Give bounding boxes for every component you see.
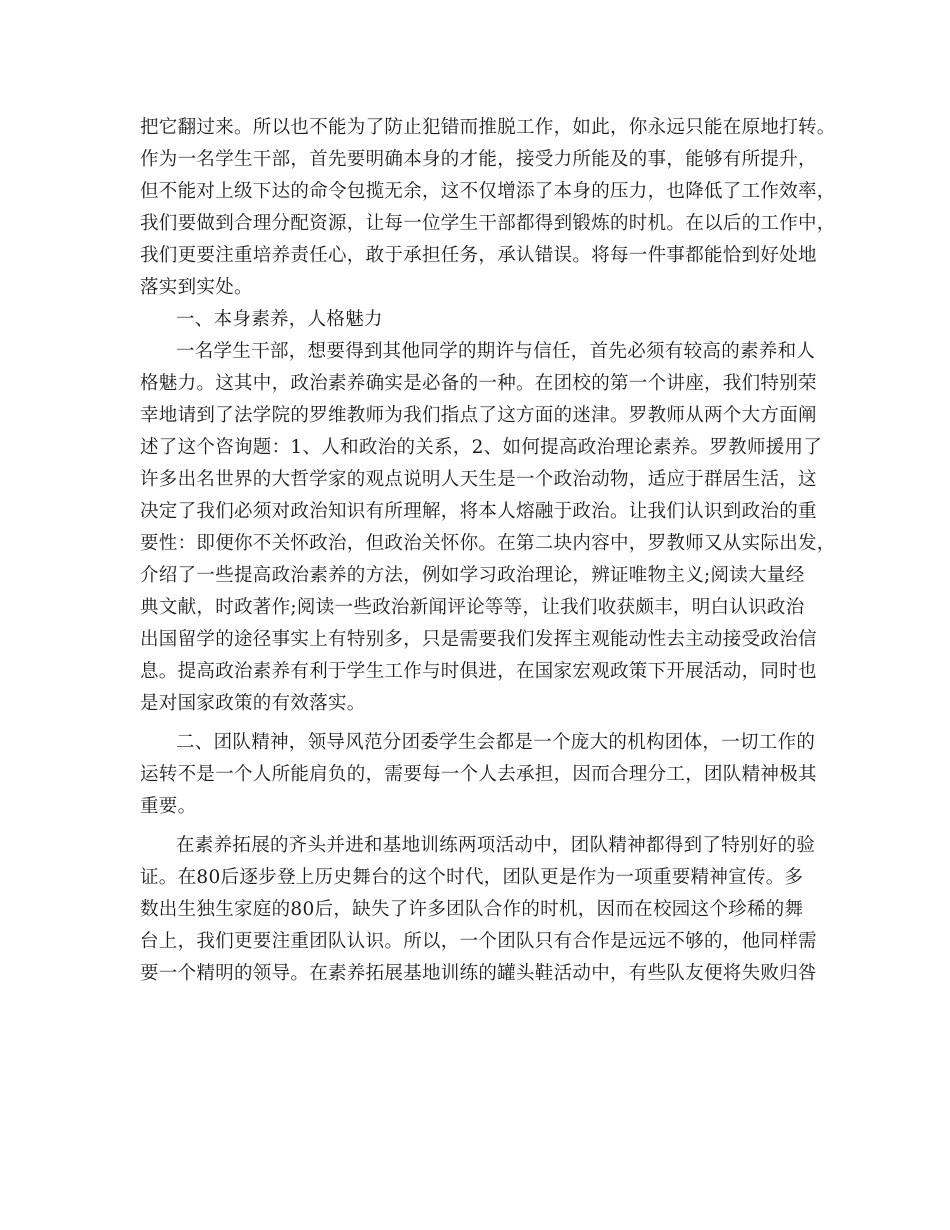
text-line: 许多出名世界的大哲学家的观点说明人天生是一个政治动物，适应于群居生活，这 <box>140 469 817 490</box>
text-line: 一名学生干部，想要得到其他同学的期许与信任，首先必须有较高的素养和人 <box>176 341 816 362</box>
text-line: 我们更要注重培养责任心，敢于承担任务，承认错误。将每一件事都能恰到好处地 <box>140 245 817 266</box>
document-body <box>140 112 836 990</box>
text-line: 介绍了一些提高政治素养的方法，例如学习政治理论，辨证唯物主义;阅读大量经 <box>140 565 805 586</box>
text-line: 把它翻过来。所以也不能为了防止犯错而推脱工作，如此，你永远只能在原地打转。 <box>140 117 836 138</box>
text-line: 决定了我们必须对政治知识有所理解，将本人熔融于政治。让我们认识到政治的重 <box>140 501 817 522</box>
text-line: 台上，我们更要注重团队认识。所以，一个团队只有合作是远远不够的，他同样需 <box>140 931 817 952</box>
text-line: 数出生独生家庭的80后，缺失了许多团队合作的时机，因而在校园这个珍稀的舞 <box>140 899 804 920</box>
paragraph-gap <box>140 823 820 830</box>
text-line: 证。在80后逐步登上历史舞台的这个时代，团队更是作为一项重要精神宣传。多 <box>140 867 804 888</box>
text-line: 典文献，时政著作;阅读一些政治新闻评论等等，让我们收获颇丰，明白认识政治 <box>140 597 805 618</box>
paragraph-gap <box>140 720 820 727</box>
text-line: 重要。 <box>140 796 197 817</box>
text-line: 一、本身素养，人格魅力 <box>176 309 383 330</box>
text-line: 二、团队精神，领导风范分团委学生会都是一个庞大的机构团体，一切工作的 <box>176 732 816 753</box>
text-line: 要性：即便你不关怀政治，但政治关怀你。在第二块内容中，罗教师又从实际出发， <box>140 533 836 554</box>
text-line: 但不能对上级下达的命令包揽无余，这不仅增添了本身的压力，也降低了工作效率， <box>140 181 836 202</box>
text-line: 格魅力。这其中，政治素养确实是必备的一种。在团校的第一个讲座，我们特别荣 <box>140 373 817 394</box>
text-line: 息。提高政治素养有利于学生工作与时俱进，在国家宏观政策下开展活动，同时也 <box>140 661 817 682</box>
text-line: 在素养拓展的齐头并进和基地训练两项活动中，团队精神都得到了特别好的验 <box>176 835 816 856</box>
text-line: 运转不是一个人所能肩负的，需要每一个人去承担，因而合理分工，团队精神极其 <box>140 764 817 785</box>
text-line: 幸地请到了法学院的罗维教师为我们指点了这方面的迷津。罗教师从两个大方面阐 <box>140 405 817 426</box>
text-line: 是对国家政策的有效落实。 <box>140 693 366 714</box>
text-line: 要一个精明的领导。在素养拓展基地训练的罐头鞋活动中，有些队友便将失败归咎 <box>140 963 817 984</box>
text-line: 落实到实处。 <box>140 277 253 298</box>
text-line: 出国留学的途径事实上有特别多，只是需要我们发挥主观能动性去主动接受政治信 <box>140 629 817 650</box>
text-line: 作为一名学生干部，首先要明确本身的才能，接受力所能及的事，能够有所提升， <box>140 149 817 170</box>
text-line: 我们要做到合理分配资源，让每一位学生干部都得到锻炼的时机。在以后的工作中， <box>140 213 836 234</box>
text-line: 述了这个咨询题：1、人和政治的关系，2、如何提高政治理论素养。罗教师援用了 <box>140 437 823 458</box>
